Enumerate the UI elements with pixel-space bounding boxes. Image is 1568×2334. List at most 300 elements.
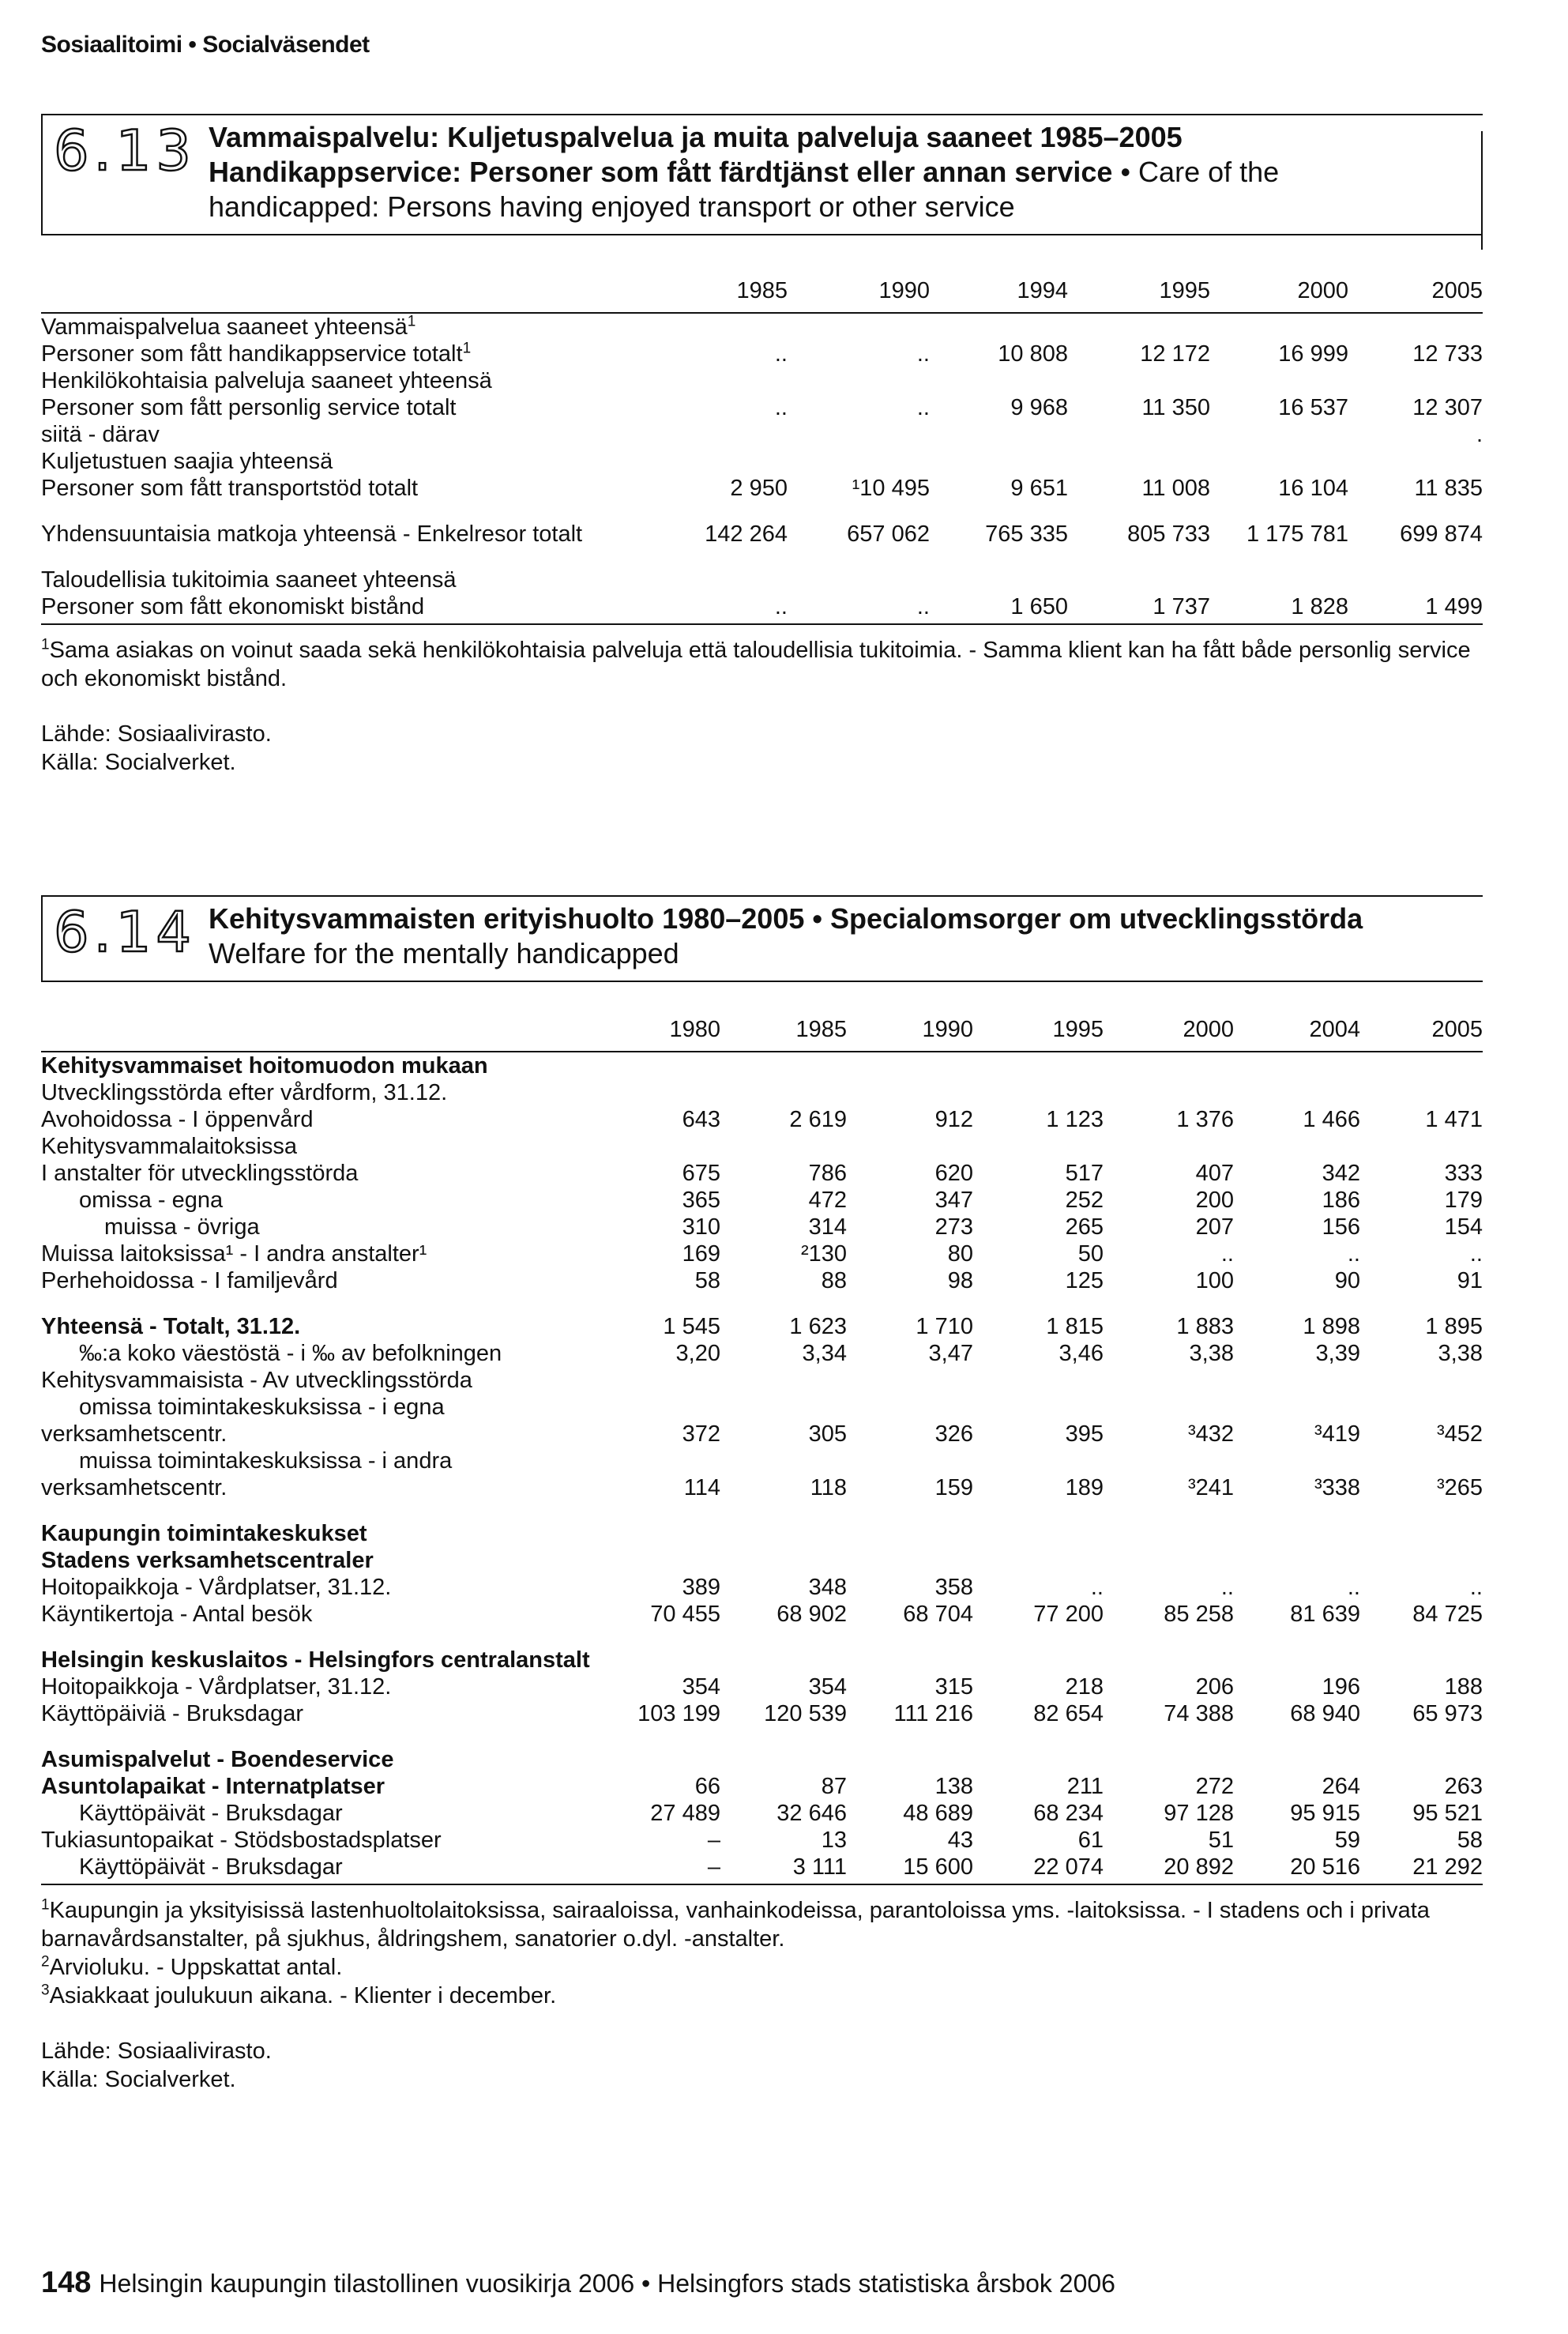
row-label: Hoitopaikkoja - Vårdplatser, 31.12. [41,1575,392,1600]
cell-value [720,1520,847,1547]
cell-value [1068,502,1210,521]
cell-value [641,448,788,475]
cell-value: 85 258 [1164,1602,1234,1627]
table-row [41,1773,1483,1800]
title-en: Welfare for the mentally handicapped [209,937,679,969]
table-row [41,1700,1483,1727]
page-footer [41,2266,1115,2300]
cell-value: .. [788,593,930,624]
cell-value: 333 [1444,1161,1483,1186]
cell-value [1348,567,1483,593]
cell-value: 342 [1322,1161,1360,1186]
cell-value [930,367,1068,394]
table-row [41,1501,1483,1520]
cell-value: 51 [1208,1828,1234,1853]
table-row [41,1267,1483,1294]
cell-value: 142 264 [705,521,788,547]
cell-value [847,1501,973,1520]
cell-value [973,1447,1104,1474]
cell-value [720,1547,847,1574]
cell-value: 12 307 [1412,395,1483,420]
cell-value: 3,39 [1315,1341,1360,1366]
cell-value: 699 874 [1400,521,1483,547]
row-label: siitä - därav [41,422,160,447]
cell-value: 305 [808,1421,847,1447]
cell-value: . [1476,422,1483,447]
cell-value: 81 639 [1290,1602,1360,1627]
cell-value [847,1647,973,1673]
cell-value [641,502,788,521]
cell-value [1234,1501,1360,1520]
row-label: verksamhetscentr. [41,1475,227,1500]
cell-value [973,1501,1104,1520]
cell-value [973,1547,1104,1574]
table-title [209,115,1483,234]
cell-value: 2 619 [789,1107,847,1132]
cell-value [930,313,1068,341]
cell-value [973,1052,1104,1079]
row-label: verksamhetscentr. [41,1421,227,1447]
table-row [41,521,1483,548]
table-row [41,1601,1483,1628]
cell-value [1234,1133,1360,1160]
cell-value [594,1394,720,1421]
cell-value: ³432 [1187,1421,1234,1447]
cell-value: 11 008 [1141,476,1210,501]
cell-value [1348,313,1483,341]
table-6-13 [41,267,1483,625]
cell-value: 68 902 [776,1602,847,1627]
cell-value [720,1746,847,1773]
cell-value [1068,567,1210,593]
cell-value [1360,1520,1483,1547]
title-fi: Vammaispalvelu: Kuljetuspalvelua ja muita palveluja saaneet 1985–2005 [209,121,1183,153]
table-row [41,341,1483,367]
row-label: Kehitysvammaiset hoitomuodon mukaan [41,1053,488,1079]
cell-value: 95 915 [1290,1801,1360,1826]
page [41,32,1483,2094]
cell-value [720,1367,847,1394]
cell-value: 100 [1195,1268,1234,1293]
cell-value: 389 [682,1575,720,1600]
footnote-1: $^1$Sama asiakas on voinut saada sekä henkilökohtaisia palveluja että taloudellisia tukitoimia. - Samma klient kan ha fått både personlig service och ekonomiskt bistånd. [41,636,1471,691]
cell-value [847,1294,973,1313]
cell-value [847,1052,973,1079]
cell-value: 517 [1065,1161,1104,1186]
cell-value: 365 [682,1188,720,1213]
cell-value: 15 600 [847,1854,973,1884]
cell-value: 9 968 [1010,395,1068,420]
cell-value: 74 388 [1164,1701,1234,1726]
table-row [41,1394,1483,1421]
cell-value: 95 521 [1412,1801,1483,1826]
cell-value [1104,1447,1234,1474]
cell-value [1210,567,1348,593]
cell-value: 3,47 [928,1341,973,1366]
cell-value [1360,1647,1483,1673]
cell-value: 1 471 [1425,1107,1483,1132]
cell-value: 186 [1322,1188,1360,1213]
table-row [41,1367,1483,1394]
column-header: 2005 [1348,267,1483,313]
table-row [41,1647,1483,1673]
table-6-14 [41,1006,1483,1885]
cell-value: 12 172 [1140,341,1210,367]
table-row [41,1746,1483,1773]
cell-value: 1 650 [930,593,1068,624]
cell-value [1360,1746,1483,1773]
cell-value [1234,1052,1360,1079]
row-label: Käyttöpäivät - Bruksdagar [41,1854,594,1884]
footnote: $^1$Kaupungin ja yksityisissä lastenhuoltolaitoksissa, sairaaloissa, vanhainkodeissa, parantoloissa yms. -laitoksissa. - I stadens och i privata barnavårdsanstalter, på sjukhus, åldringshem, sanatorier o.dyl. -anstalter. [41,1896,1430,1952]
cell-value: 314 [808,1214,847,1240]
row-label: Kuljetustuen saajia yhteensä [41,449,333,474]
cell-value [1068,548,1210,567]
cell-value [720,1294,847,1313]
cell-value: 59 [1334,1828,1360,1853]
cell-value: 1 623 [789,1314,847,1339]
cell-value [641,421,788,448]
cell-value [930,421,1068,448]
cell-value [594,1727,720,1746]
cell-value [1210,502,1348,521]
column-header: 1990 [788,267,930,313]
cell-value: .. [1469,1575,1483,1600]
cell-value: .. [1090,1575,1104,1600]
row-label: Personer som fått transportstöd totalt [41,476,419,501]
cell-value [788,548,930,567]
cell-value [594,1447,720,1474]
cell-value [1360,1628,1483,1647]
cell-value: ³452 [1436,1421,1483,1447]
row-label: Kehitysvammaisista - Av utvecklingsstörda [41,1368,472,1393]
cell-value [1210,548,1348,567]
cell-value: 103 199 [637,1701,720,1726]
cell-value: ³338 [1314,1475,1360,1500]
cell-value: 315 [934,1674,973,1700]
table-row [41,1800,1483,1827]
cell-value: 58 [1457,1828,1483,1853]
row-label: Utvecklingsstörda efter vårdform, 31.12. [41,1080,448,1105]
cell-value: 66 [694,1774,720,1799]
row-label: omissa toimintakeskuksissa - i egna [79,1395,445,1420]
table-row [41,394,1483,421]
cell-value: 48 689 [903,1801,973,1826]
table-row [41,475,1483,502]
table-row [41,1474,1483,1501]
cell-value [1068,367,1210,394]
cell-value [973,1520,1104,1547]
cell-value: 65 973 [1412,1701,1483,1726]
cell-value: 620 [934,1161,973,1186]
cell-value [641,313,788,341]
cell-value: 265 [1065,1214,1104,1240]
row-label [41,1727,594,1746]
cell-value: 1 737 [1068,593,1210,624]
cell-value [641,567,788,593]
cell-value: .. [774,341,788,367]
cell-value: 82 654 [1033,1701,1104,1726]
cell-value: 11 835 [1414,476,1483,501]
column-header: 2004 [1234,1006,1360,1052]
cell-value [1348,548,1483,567]
cell-value [1104,1628,1234,1647]
row-label: Kaupungin toimintakeskukset [41,1521,367,1546]
cell-value: 179 [1444,1188,1483,1213]
table-row [41,548,1483,567]
table-row [41,1106,1483,1133]
cell-value [1104,1520,1234,1547]
cell-value: 12 733 [1412,341,1483,367]
cell-value: 138 [934,1774,973,1799]
cell-value: 407 [1195,1161,1234,1186]
cell-value [1068,421,1210,448]
column-header: 2000 [1210,267,1348,313]
column-header: 1980 [594,1006,720,1052]
cell-value [594,1079,720,1106]
cell-value [594,1294,720,1313]
cell-value: 43 [947,1828,973,1853]
row-label: Helsingin keskuslaitos - Helsingfors centralanstalt [41,1647,590,1673]
cell-value: 98 [947,1268,973,1293]
table-row [41,1294,1483,1313]
table-row [41,1520,1483,1547]
cell-value [847,1746,973,1773]
table-row [41,1079,1483,1106]
row-label: Henkilökohtaisia palveluja saaneet yhteensä [41,368,492,393]
title-sv: Handikappservice: Personer som fått färdtjänst eller annan service • Care of the [209,156,1280,188]
cell-value: 310 [682,1214,720,1240]
cell-value [973,1294,1104,1313]
source: Lähde: Sosiaalivirasto. Källa: Socialverket. [41,2038,272,2092]
row-label: Perhehoidossa - I familjevård [41,1268,338,1293]
cell-value [1234,1447,1360,1474]
frame-corner [1462,114,1484,117]
row-label [41,1501,594,1520]
cell-value [973,1628,1104,1647]
row-label: Hoitopaikkoja - Vårdplatser, 31.12. [41,1674,392,1700]
cell-value [973,1133,1104,1160]
cell-value: .. [641,593,788,624]
cell-value [594,1647,720,1673]
cell-value [1360,1501,1483,1520]
footnote: $^3$Asiakkaat joulukuun aikana. - Klienter i december. [41,1982,557,2008]
cell-value [930,567,1068,593]
cell-value [847,1727,973,1746]
table-number-badge: 6.14 [54,900,196,965]
cell-value: 97 128 [1164,1801,1234,1826]
cell-value: 3 111 [720,1854,847,1884]
cell-value [788,313,930,341]
table-row [41,1628,1483,1647]
cell-value: 358 [934,1575,973,1600]
cell-value: 912 [934,1107,973,1132]
cell-value: 9 651 [1010,476,1068,501]
row-label: Yhteensä - Totalt, 31.12. [41,1314,301,1339]
cell-value [847,1367,973,1394]
table-row [41,1727,1483,1746]
row-label: Yhdensuuntaisia matkoja yhteensä - Enkelresor totalt [41,521,583,547]
cell-value: 58 [694,1268,720,1293]
source: Lähde: Sosiaalivirasto. Källa: Socialverket. [41,721,272,775]
section-header: Sosiaalitoimi • Socialväsendet [41,32,370,58]
cell-value [594,1052,720,1079]
cell-value [1360,1294,1483,1313]
cell-value: .. [916,341,930,367]
column-header: 1995 [1068,267,1210,313]
table-row [41,448,1483,475]
cell-value: 16 537 [1278,395,1348,420]
cell-value: 273 [934,1214,973,1240]
cell-value: 1 175 781 [1246,521,1348,547]
cell-value: 84 725 [1412,1602,1483,1627]
cell-value [1234,1647,1360,1673]
cell-value [1234,1294,1360,1313]
cell-value: 354 [808,1674,847,1700]
column-header: 2005 [1360,1006,1483,1052]
cell-value: 3,34 [802,1341,847,1366]
cell-value [1210,421,1348,448]
cell-value: 657 062 [847,521,930,547]
cell-value [1104,1367,1234,1394]
cell-value: 1 828 [1210,593,1348,624]
cell-value: 21 292 [1360,1854,1483,1884]
cell-value [1068,448,1210,475]
cell-value [1104,1133,1234,1160]
column-header: 1985 [641,267,788,313]
table-row [41,1854,1483,1884]
cell-value: 80 [947,1241,973,1267]
cell-value [973,1367,1104,1394]
cell-value [1210,313,1348,341]
cell-value [788,448,930,475]
cell-value [720,1501,847,1520]
cell-value: 10 808 [998,341,1068,367]
cell-value [1104,1746,1234,1773]
cell-value: 211 [1066,1774,1104,1799]
column-header: 1990 [847,1006,973,1052]
cell-value [973,1647,1104,1673]
row-label: Stadens verksamhetscentraler [41,1548,374,1573]
cell-value: 326 [934,1421,973,1447]
cell-value [720,1628,847,1647]
cell-value: 3,38 [1438,1341,1483,1366]
cell-value [720,1447,847,1474]
row-label: Kehitysvammalaitoksissa [41,1134,297,1159]
row-label: Muissa laitoksissa¹ - I andra anstalter¹ [41,1241,427,1267]
cell-value: – [594,1854,720,1884]
cell-value [1360,1394,1483,1421]
table-row [41,367,1483,394]
cell-value: 16 104 [1278,476,1348,501]
table-row [41,567,1483,593]
footnotes [41,1896,1483,2010]
table-row [41,1574,1483,1601]
cell-value [1104,1394,1234,1421]
table-row [41,1133,1483,1160]
cell-value: 16 999 [1278,341,1348,367]
cell-value: 120 539 [764,1701,847,1726]
cell-value: ¹10 495 [852,476,930,501]
cell-value: 395 [1065,1421,1104,1447]
cell-value [594,1746,720,1773]
cell-value [847,1394,973,1421]
cell-value: 20 516 [1234,1854,1360,1884]
table-row [41,1421,1483,1447]
row-label [41,1628,594,1647]
cell-value: 3,38 [1189,1341,1234,1366]
table-6-14-header [41,895,1483,981]
cell-value [1104,1727,1234,1746]
cell-value: 68 940 [1290,1701,1360,1726]
table-row [41,1547,1483,1574]
row-label: muissa - övriga [104,1214,260,1240]
cell-value: 11 350 [1141,395,1210,420]
table-row [41,1240,1483,1267]
cell-value [720,1727,847,1746]
cell-value: 50 [1077,1241,1104,1267]
cell-value: .. [916,395,930,420]
cell-value [1234,1628,1360,1647]
cell-value: 1 123 [1046,1107,1104,1132]
cell-value [594,1133,720,1160]
cell-value [1210,367,1348,394]
cell-value [720,1052,847,1079]
cell-value [720,1647,847,1673]
cell-value [594,1628,720,1647]
cell-value [1234,1367,1360,1394]
cell-value [1360,1547,1483,1574]
cell-value: 264 [1322,1774,1360,1799]
row-label [41,502,641,521]
cell-value: 156 [1322,1214,1360,1240]
cell-value [847,1447,973,1474]
row-label: Avohoidossa - I öppenvård [41,1107,314,1132]
row-label: ‰:a koko väestöstä - i ‰ av befolkningen [79,1341,502,1366]
cell-value [641,548,788,567]
cell-value [1234,1079,1360,1106]
cell-value [1234,1746,1360,1773]
table-number-badge: 6.13 [54,119,196,183]
footnote: $^2$Arvioluku. - Uppskattat antal. [41,1953,343,1980]
cell-value: 643 [682,1107,720,1132]
table-row [41,1340,1483,1367]
column-header: 1995 [973,1006,1104,1052]
cell-value: 1 815 [1046,1314,1104,1339]
row-label: Personer som fått ekonomiskt bistånd [41,593,641,624]
cell-value [1104,1079,1234,1106]
cell-value: 114 [683,1475,720,1500]
cell-value [720,1133,847,1160]
cell-value [594,1547,720,1574]
row-label: I anstalter för utvecklingsstörda [41,1161,359,1186]
cell-value [1348,448,1483,475]
cell-value: 1 898 [1303,1314,1360,1339]
cell-value: 90 [1334,1268,1360,1293]
cell-value: 1 376 [1176,1107,1234,1132]
cell-value: – [707,1828,720,1853]
cell-value: 1 466 [1303,1107,1360,1132]
cell-value [720,1079,847,1106]
cell-value: ³241 [1187,1475,1234,1500]
table-row [41,421,1483,448]
cell-value [788,421,930,448]
row-label: Vammaispalvelua saaneet yhteensä$^1$ [41,313,416,340]
footer-text: Helsingin kaupungin tilastollinen vuosikirja 2006 • Helsingfors stads statistiska årsbok 2006 [99,2269,1115,2298]
cell-value [1104,1547,1234,1574]
cell-value [930,448,1068,475]
cell-value: 765 335 [985,521,1068,547]
